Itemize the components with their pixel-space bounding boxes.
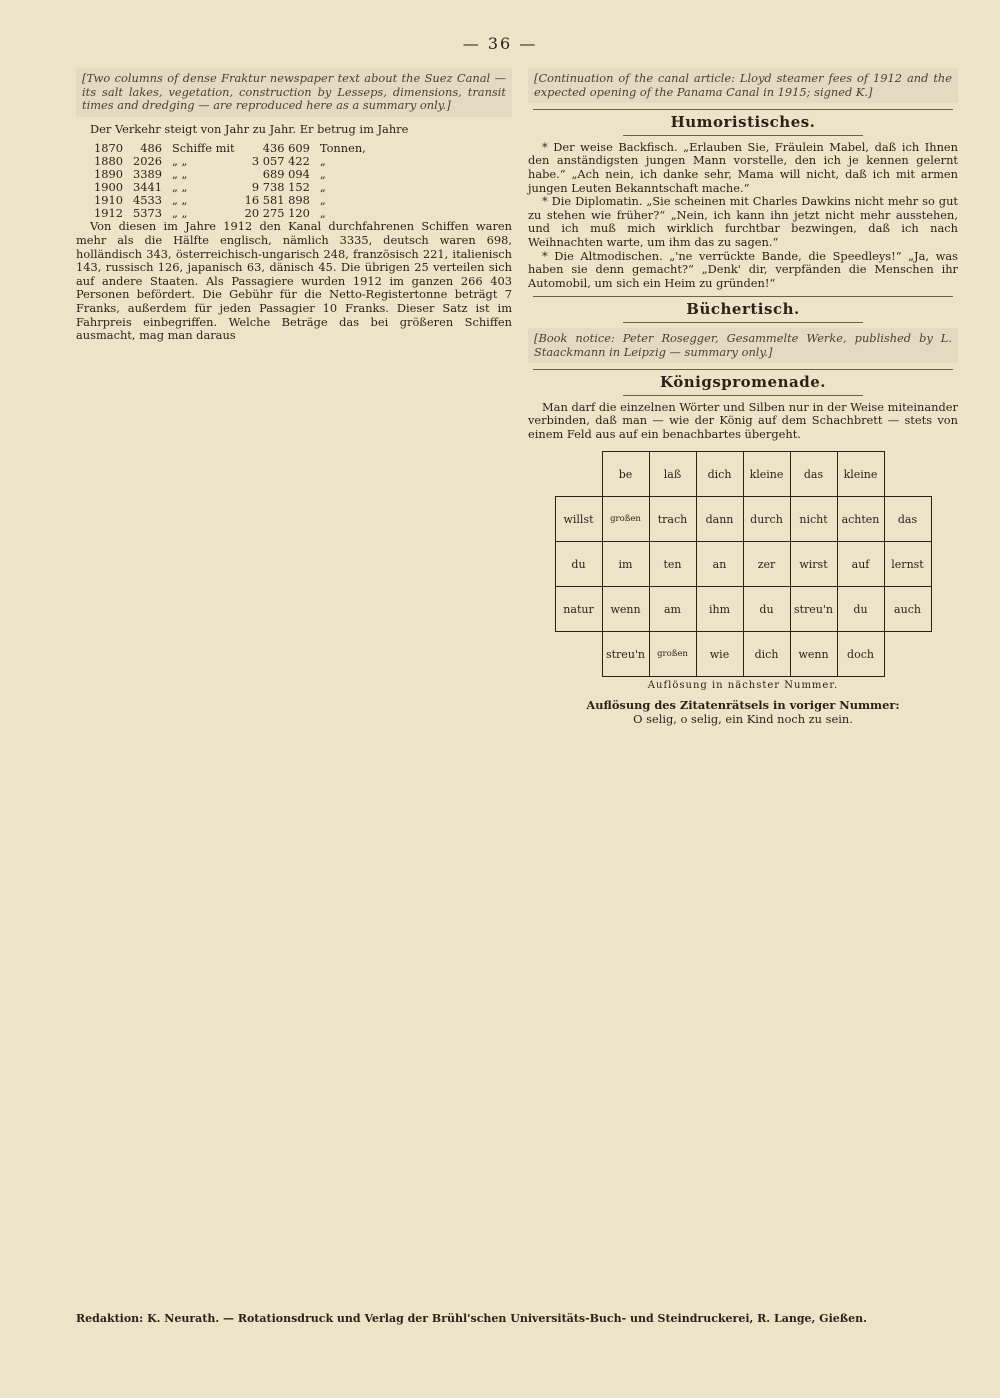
puzzle-intro: Man darf die einzelnen Wörter und Silben nur in der Weise miteinander verbinden, daß man — wie der König auf dem Schachbrett — stets von einem Feld aus auf ein benachbartes übergeht. bbox=[528, 399, 958, 441]
grid-cell: doch bbox=[837, 632, 884, 677]
stats-ships: 3389 bbox=[133, 167, 162, 182]
divider bbox=[623, 322, 863, 323]
puzzle-heading: Königspromenade. bbox=[660, 373, 826, 392]
grid-cell bbox=[884, 632, 931, 677]
stats-ships: 486 bbox=[140, 141, 162, 156]
left-column-summary: [Two columns of dense Fraktur newspaper text about the Suez Canal — its salt lakes, vegetation, construction by Lesseps, dimensions, transit times and dredging — are reproduced here as a summary only.] bbox=[76, 68, 512, 117]
stats-unit: „ bbox=[319, 167, 326, 182]
grid-cell: achten bbox=[837, 497, 884, 542]
traffic-closing: Von diesen im Jahre 1912 den Kanal durchfahrenen Schiffen waren mehr als die Hälfte englisch, nämlich 3335, deutsch waren 698, holländisch 343, österreichisch-ungarisch 248, französisch 221, italienisch 143, russisch 126, japanisch 63, dänisch 45. Die übrigen 25 verteilen sich auf andere Staaten. Als Passagiere wurden 1912 im ganzen 266 403 Personen befördert. Die Gebühr für die Netto-Registertonne beträgt 7 Franks, außerdem für jeden Passagier 10 Franks. Dieser Satz ist im Fahrpreis einbegriffen. Welche Beträge das bei größeren Schiffen ausmacht, mag man daraus bbox=[76, 219, 512, 343]
grid-cell: nicht bbox=[790, 497, 837, 542]
grid-cell: im bbox=[602, 542, 649, 587]
grid-cell: trach bbox=[649, 497, 696, 542]
joke: * Der weise Backfisch. „Erlauben Sie, Fräulein Mabel, daß ich Ihnen den anständigsten jungen Mann vorstelle, den ich je kennen gelernt habe.“ „Ach nein, ich danke sehr, Mama will nicht, daß ich mit armen jungen Leuten Bekanntschaft mache.“ bbox=[528, 139, 958, 195]
divider bbox=[533, 369, 953, 370]
grid-cell: willst bbox=[555, 497, 602, 542]
stats-ships: 4533 bbox=[133, 193, 162, 208]
grid-cell: an bbox=[696, 542, 743, 587]
stats-unit: Tonnen, bbox=[319, 141, 366, 156]
answer-heading: Auflösung des Zitatenrätsels in voriger Nummer: bbox=[586, 698, 900, 713]
traffic-intro: Der Verkehr steigt von Jahr zu Jahr. Er betrug im Jahre bbox=[90, 121, 409, 136]
divider bbox=[623, 395, 863, 396]
grid-cell: be bbox=[602, 452, 649, 497]
stats-unit: „ bbox=[319, 206, 326, 221]
stats-tons: 9 738 152 bbox=[251, 180, 310, 195]
traffic-table bbox=[94, 142, 376, 220]
stats-year: 1870 bbox=[94, 141, 123, 156]
stats-label: „ „ bbox=[172, 154, 188, 169]
grid-cell: großen bbox=[602, 497, 649, 542]
grid-cell: zer bbox=[743, 542, 790, 587]
stats-label: „ „ bbox=[172, 193, 188, 208]
grid-cell: durch bbox=[743, 497, 790, 542]
stats-year: 1890 bbox=[94, 167, 123, 182]
divider bbox=[623, 135, 863, 136]
grid-cell bbox=[555, 452, 602, 497]
stats-tons: 3 057 422 bbox=[251, 154, 310, 169]
grid-caption: Auflösung in nächster Nummer. bbox=[647, 680, 839, 692]
grid-cell: dich bbox=[743, 632, 790, 677]
grid-cell: du bbox=[743, 587, 790, 632]
grid-cell: kleine bbox=[743, 452, 790, 497]
grid-cell: wenn bbox=[790, 632, 837, 677]
grid-cell: du bbox=[555, 542, 602, 587]
grid-cell: streu'n bbox=[790, 587, 837, 632]
stats-tons: 436 609 bbox=[262, 141, 310, 156]
stats-unit: „ bbox=[319, 180, 326, 195]
grid-cell: du bbox=[837, 587, 884, 632]
stats-label: „ „ bbox=[172, 167, 188, 182]
grid-cell: auf bbox=[837, 542, 884, 587]
stats-label: „ „ bbox=[172, 206, 188, 221]
page-number: — 36 — bbox=[462, 34, 538, 53]
grid-cell: am bbox=[649, 587, 696, 632]
stats-label: Schiffe mit bbox=[172, 141, 235, 156]
grid-cell: wirst bbox=[790, 542, 837, 587]
stats-ships: 5373 bbox=[133, 206, 162, 221]
stats-year: 1912 bbox=[94, 206, 123, 221]
grid-cell: lernst bbox=[884, 542, 931, 587]
grid-cell bbox=[555, 632, 602, 677]
joke: * Die Altmodischen. „'ne verrückte Bande, die Speedleys!“ „Ja, was haben sie denn gemacht?“ „Denk' dir, verpfänden die Menschen ihr Automobil, um sich ein Heim zu gründen!“ bbox=[528, 248, 958, 290]
grid-cell: wie bbox=[696, 632, 743, 677]
stats-year: 1880 bbox=[94, 154, 123, 169]
answer-text: O selig, o selig, ein Kind noch zu sein. bbox=[633, 711, 853, 726]
divider bbox=[533, 109, 953, 110]
stats-unit: „ bbox=[319, 154, 326, 169]
grid-cell: laß bbox=[649, 452, 696, 497]
grid-cell: das bbox=[790, 452, 837, 497]
stats-ships: 2026 bbox=[133, 154, 162, 169]
right-column-summary: [Continuation of the canal article: Lloyd steamer fees of 1912 and the expected opening of the Panama Canal in 1915; signed K.] bbox=[528, 68, 958, 103]
grid-cell: auch bbox=[884, 587, 931, 632]
grid-cell: das bbox=[884, 497, 931, 542]
left-column bbox=[76, 68, 512, 343]
divider bbox=[533, 296, 953, 297]
stats-ships: 3441 bbox=[133, 180, 162, 195]
humor-heading: Humoristisches. bbox=[670, 113, 816, 132]
imprint-footer: Redaktion: K. Neurath. — Rotationsdruck und Verlag der Brühl'schen Universitäts-Buch- und Steindruckerei, R. Lange, Gießen. bbox=[76, 1312, 867, 1325]
grid-cell: streu'n bbox=[602, 632, 649, 677]
stats-year: 1910 bbox=[94, 193, 123, 208]
grid-cell: natur bbox=[555, 587, 602, 632]
right-column bbox=[528, 68, 958, 726]
grid-cell: dich bbox=[696, 452, 743, 497]
grid-cell: ten bbox=[649, 542, 696, 587]
grid-cell: großen bbox=[649, 632, 696, 677]
stats-tons: 689 094 bbox=[262, 167, 310, 182]
stats-tons: 16 581 898 bbox=[244, 193, 310, 208]
promenade-grid bbox=[555, 451, 932, 677]
books-summary: [Book notice: Peter Rosegger, Gesammelte Werke, published by L. Staackmann in Leipzig — summary only.] bbox=[528, 328, 958, 363]
grid-cell bbox=[884, 452, 931, 497]
joke: * Die Diplomatin. „Sie scheinen mit Charles Dawkins nicht mehr so gut zu stehen wie früher?“ „Nein, ich kann ihn jetzt nicht mehr ausstehen, und ich muß mich wirklich furchtbar bezwingen, daß ich nach Weihnachten warte, um ihm das zu sagen.“ bbox=[528, 194, 958, 249]
books-heading: Büchertisch. bbox=[686, 300, 800, 319]
grid-cell: ihm bbox=[696, 587, 743, 632]
stats-year: 1900 bbox=[94, 180, 123, 195]
stats-tons: 20 275 120 bbox=[244, 206, 310, 221]
stats-label: „ „ bbox=[172, 180, 188, 195]
grid-cell: wenn bbox=[602, 587, 649, 632]
grid-cell: kleine bbox=[837, 452, 884, 497]
grid-cell: dann bbox=[696, 497, 743, 542]
stats-unit: „ bbox=[319, 193, 326, 208]
